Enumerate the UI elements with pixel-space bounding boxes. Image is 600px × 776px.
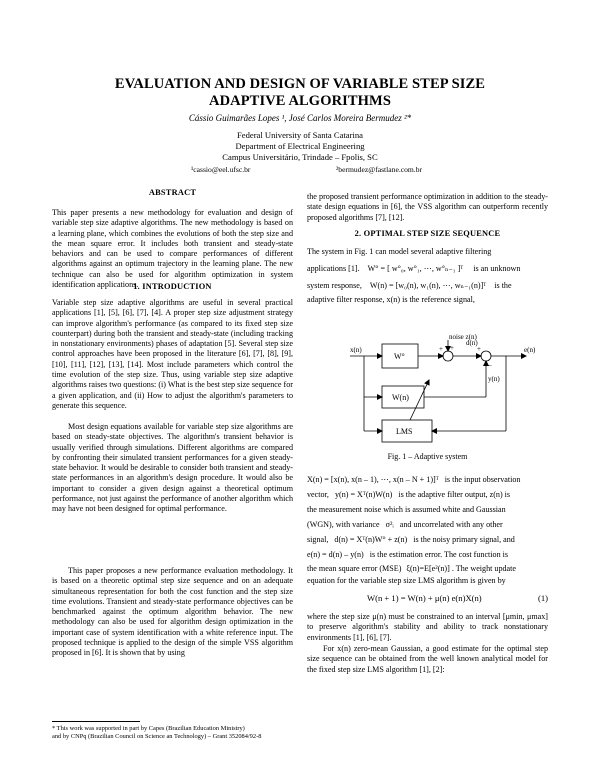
wn-label: W(n): [392, 393, 409, 402]
equation-wn: W(n) = [w₀(n), w₁(n), ⋯, wₙ₋₁(n)]ᵀ: [369, 281, 487, 290]
text-run: signal,: [307, 535, 329, 544]
abstract-text: This paper presents a new methodology for evaluation and design of variable step size adaptive algorithms. The new methodology is based on a learning plane, which combines the evolutions of both the step size and the mean square error. It includes both transient and steady-state behaviors and can be used to compare performances of different algorithms against an optimum trajectory in the learning plane. The new technique can also be used for algorithm optimization in system identification applications.: [52, 208, 293, 290]
plus-sign: +: [477, 345, 481, 353]
section-2-line-4: adaptive filter response, x(n) is the reference signal,: [307, 295, 475, 304]
section-2-line-1: [307, 247, 548, 257]
equation-sigma: σ²ᵢ: [385, 520, 394, 529]
affiliation: [0, 130, 600, 162]
text-run: The system in Fig. 1 can model several adaptive filtering: [307, 247, 492, 256]
text-run: is an unknown: [473, 264, 521, 273]
footnote-line: and by CNPq (Brazilian Council on Science an Technology) – Grant 352084/92-8: [52, 733, 262, 741]
figure-1: [330, 334, 550, 450]
definition-line-4: [307, 520, 548, 530]
text-run: (WGN), with variance: [307, 520, 380, 529]
definition-line-6: [307, 550, 548, 560]
abstract-heading: ABSTRACT: [148, 188, 197, 197]
section-2-line-3: [307, 281, 548, 291]
d-label: d(n): [466, 339, 478, 347]
intro-heading: 1. INTRODUCTION: [133, 282, 212, 291]
section-2-heading: 2. OPTIMAL STEP SIZE SEQUENCE: [354, 229, 501, 238]
email-2: ²bermudez@fastlane.com.br: [336, 165, 423, 174]
noise-label: noise z(n): [449, 334, 477, 341]
text-run: is the adaptive filter output, z(n) is: [398, 490, 511, 499]
text-run: and uncorrelated with any other: [399, 520, 503, 529]
definition-line-3: the measurement noise which is assumed white and Gaussian: [307, 505, 506, 514]
text-run: is the noisy primary signal, and: [413, 535, 515, 544]
equation-e: e(n) = d(n) – y(n): [307, 550, 364, 559]
text-run: is the input observation: [444, 475, 521, 484]
intro-paragraph-2: Most design equations available for variable step size algorithms are based on steady-state objectives. The algorithm's transient behavior is usually verified through simulations. Different algorithms are compared by confronting their simulated transient performances for a given steady-state behavior. It would be desirable to consider both transient and steady-state performances in an algorithm's design procedure. It would also be important to consider a given design against a theoretical optimum performance, not just against the performance of another algorithm which may have not been designed for optimal performance.: [52, 422, 293, 514]
authors: Cássio Guimarães Lopes ¹, José Carlos Moreira Bermudez ²*: [188, 113, 412, 123]
definition-line-8: equation for the variable step size LMS algorithm is given by: [307, 576, 506, 585]
text-run: is the estimation error. The cost function is: [369, 550, 509, 559]
text-run: the mean square error (MSE): [307, 564, 402, 573]
x-label: x(n): [350, 346, 362, 354]
equation-1-body: W(n + 1) = W(n) + μ(n) e(n)X(n): [367, 593, 482, 603]
text-run: applications [1].: [307, 264, 360, 273]
y-label: y(n): [488, 375, 500, 383]
plus-sign: +: [439, 345, 443, 353]
sum-junction-2: [481, 351, 491, 361]
right-paragraph-3: where the step size μ(n) must be constrained to an interval [μmin, μmax] to preserve algorithm's stability and ability to track nonstationary environments [1], [6], [7].: [307, 612, 548, 642]
intro-paragraph-3: This paper proposes a new performance evaluation methodology. It is based on a theoretic optimal step size sequence and on an adequate simultaneous representation for both the cost function and the step size time evolutions. Transient and steady-state performance objectives can be benchmarked against the optimum algorithm behavior. The new methodology can also be used for algorithm design optimization in the important case of system identification with a white reference input. The proposed technique is applied to the design of the simple VSS algorithm proposed in [6]. It is shown that by using: [52, 566, 293, 658]
right-continuation: the proposed transient performance optimization in addition to the steady-state design equations in [6], the VSS algorithm can outperform recently proposed algorithms [7], [12].: [307, 192, 548, 222]
affiliation-line: Federal University of Santa Catarina: [236, 130, 363, 140]
affiliation-line: Campus Universitário, Trindade – Fpolis, SC: [222, 151, 378, 162]
footnote-rule: [52, 721, 140, 722]
intro-paragraph-1: Variable step size adaptive algorithms are useful in several practical applications [1], [5], [6], [7], [4]. A proper step size adjustment strategy can improve algorithm's performance (as compared to its fixed step size counterpart) during both the transient and steady-state (including tracking in nonstationary environments) phases of adaptation [5]. Several step size control approaches have been proposed in the literature [6], [7], [8], [9], [10], [11], [12], [13], [14]. Most include parameters which control the time evolution of the step size. Thus, using variable step size adaptive algorithms raises two questions: (i) What is the best step size sequence for a given application, and (ii) How to adjust the algorithm's parameters to generate this sequence.: [52, 298, 293, 410]
title-line-1: EVALUATION AND DESIGN OF VARIABLE STEP SIZE: [114, 76, 486, 92]
title-line-2: ADAPTIVE ALGORITHMS: [209, 93, 391, 109]
lms-label: LMS: [396, 427, 413, 436]
email-1: ¹cassio@eel.ufsc.br: [191, 165, 251, 174]
definition-line-1: [307, 475, 548, 485]
equation-d: d(n) = Xᵀ(n)W° + z(n): [334, 535, 408, 544]
equation-1-number: (1): [537, 593, 548, 603]
text-run: . The weight update: [451, 564, 516, 573]
affiliation-line: Department of Electrical Engineering: [235, 140, 365, 151]
definition-line-7: [307, 564, 548, 574]
plus-sign: +: [450, 344, 454, 352]
equation-x: X(n) = [x(n), x(n – 1), ⋯, x(n – N + 1)]ᵀ: [307, 475, 439, 484]
section-2-line-2: [307, 264, 548, 274]
paper-title: [0, 76, 600, 110]
text-run: vector,: [307, 490, 329, 499]
minus-sign: –: [488, 361, 492, 369]
footnote-line: * This work was supported in part by Capes (Brazilian Education Ministry): [52, 725, 245, 732]
figure-caption: Fig. 1 – Adaptive system: [387, 452, 468, 461]
e-label: e(n): [524, 346, 536, 354]
equation-mse: ξ(n)=E[e²(n)]: [406, 564, 450, 573]
sum-junction-1: [443, 351, 453, 361]
definition-line-5: [307, 535, 548, 545]
equation-w0: W° = [ w°₀, w°₁, ⋯, w°ₙ₋₁ ]ᵀ: [367, 264, 464, 273]
w0-label: W°: [394, 352, 405, 361]
text-run: system response,: [307, 281, 362, 290]
right-paragraph-4: For x(n) zero-mean Gaussian, a good estimate for the optimal step size sequence can be obtained from the well known analytical model for the fixed step size LMS algorithm [1], [2]:: [307, 644, 548, 674]
footnote: [52, 725, 312, 741]
definition-line-2: [307, 490, 548, 500]
equation-y: y(n) = Xᵀ(n)W(n): [334, 490, 393, 499]
text-run: is the: [494, 281, 512, 290]
